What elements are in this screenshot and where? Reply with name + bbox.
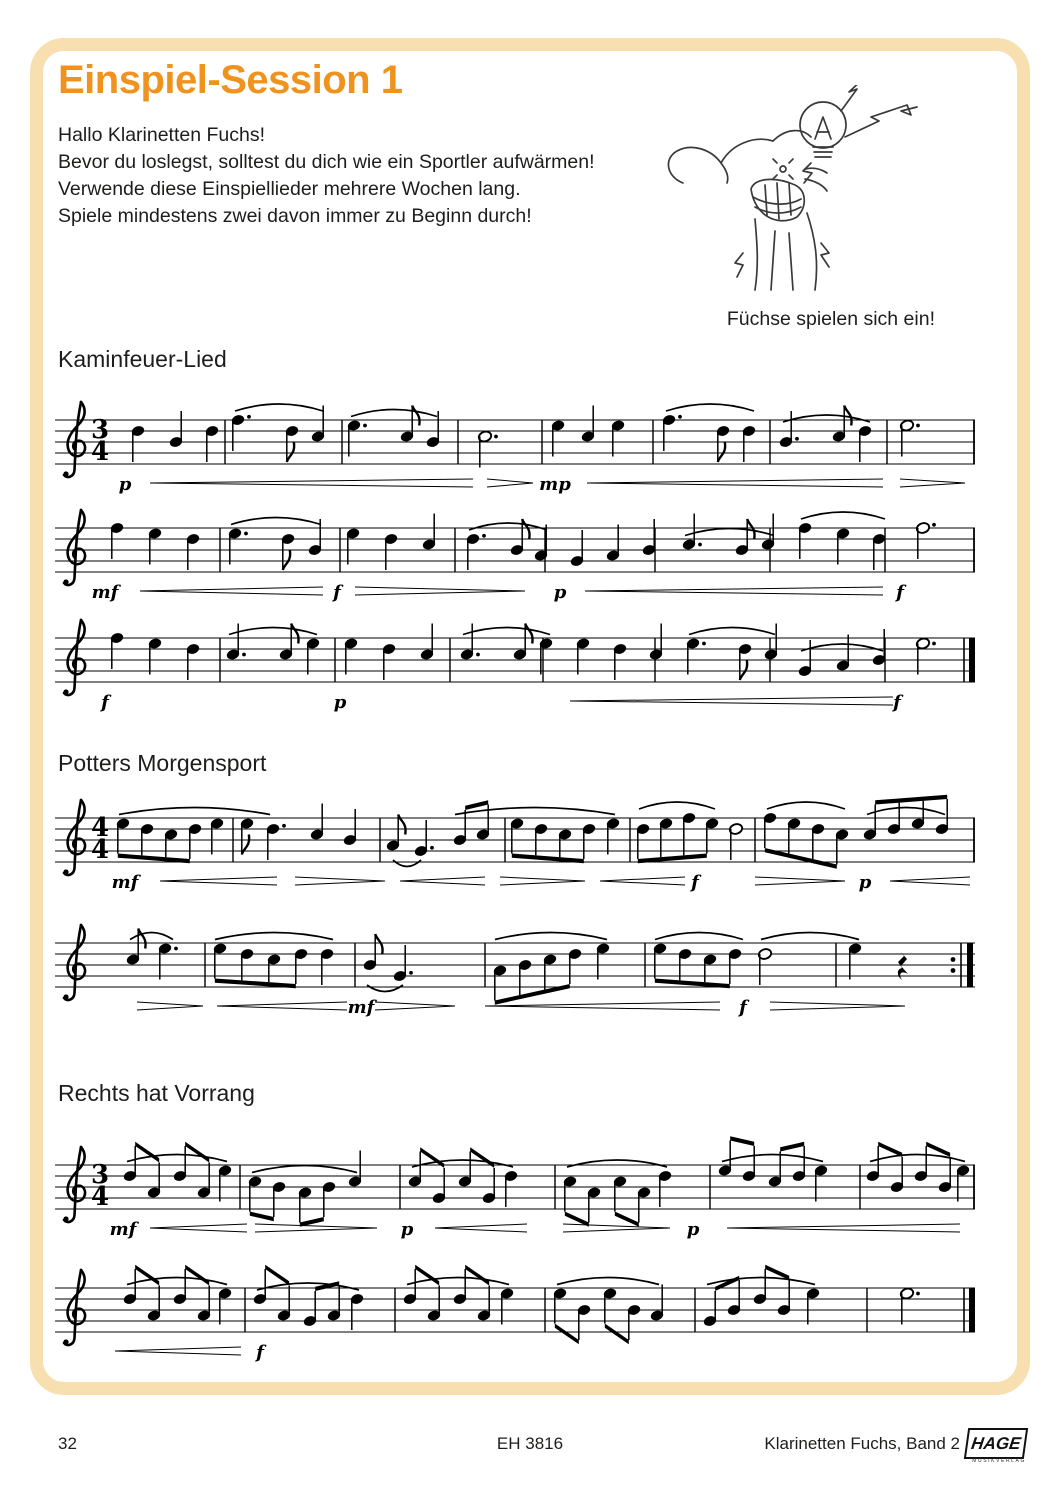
music-system	[55, 598, 991, 723]
dynamic-marking: f	[896, 582, 904, 603]
dynamic-marking: mf	[91, 582, 119, 603]
publisher-logo-text: HAGE	[970, 1433, 1022, 1453]
fox-illustration	[655, 85, 955, 300]
dynamic-marking: p	[400, 1219, 414, 1240]
dynamic-marking: f	[256, 1342, 264, 1363]
intro-line: Spiele mindestens zwei davon immer zu Beginn durch!	[58, 205, 532, 227]
publisher-subtitle: MUSIKVERLAG	[972, 1458, 1026, 1464]
book-title: Klarinetten Fuchs, Band 2	[764, 1434, 960, 1453]
music-system	[55, 1248, 991, 1373]
music-system	[55, 903, 991, 1028]
dynamic-marking: p	[333, 692, 347, 713]
dynamic-marking: mf	[347, 997, 375, 1018]
staff-system	[55, 1248, 991, 1373]
publisher-logo	[964, 1428, 1028, 1459]
edition-number: EH 3816	[496, 1434, 564, 1453]
svg-text:4: 4	[90, 835, 110, 865]
dynamic-marking: p	[858, 872, 872, 893]
staff-system	[55, 903, 991, 1028]
intro-line: Hallo Klarinetten Fuchs!	[58, 124, 266, 146]
dynamic-marking: f	[691, 872, 699, 893]
dynamic-marking: f	[739, 997, 747, 1018]
page-number: 32	[58, 1434, 77, 1453]
dynamic-marking: mf	[111, 872, 139, 893]
music-system	[55, 380, 991, 505]
staff-system	[55, 1125, 991, 1250]
dynamic-marking: p	[118, 474, 132, 495]
intro-line: Verwende diese Einspiellieder mehrere Wochen lang.	[58, 178, 521, 200]
svg-text:4: 4	[90, 813, 110, 843]
dynamic-marking: mp	[539, 474, 571, 495]
treble-clef-icon	[63, 510, 85, 585]
music-system	[55, 778, 991, 903]
svg-text:4: 4	[90, 437, 110, 467]
staff-system	[55, 488, 991, 613]
svg-text:4: 4	[90, 1182, 110, 1212]
dynamic-marking: p	[553, 582, 567, 603]
dynamic-marking: mf	[109, 1219, 137, 1240]
staff-system	[55, 380, 991, 505]
page-title: Einspiel-Session 1	[58, 58, 403, 102]
song-title: Potters Morgensport	[58, 750, 267, 776]
treble-clef-icon	[63, 925, 85, 1000]
treble-clef-icon	[63, 402, 85, 477]
music-system	[55, 488, 991, 613]
music-system	[55, 1125, 991, 1250]
dynamic-marking: p	[686, 1219, 700, 1240]
dynamic-marking: f	[333, 582, 341, 603]
treble-clef-icon	[63, 1147, 85, 1222]
song-title: Kaminfeuer-Lied	[58, 346, 227, 372]
treble-clef-icon	[63, 620, 85, 695]
intro-line: Bevor du loslegst, solltest du dich wie ein Sportler aufwärmen!	[58, 151, 595, 173]
dynamic-marking: f	[893, 692, 901, 713]
svg-text:3: 3	[90, 1160, 110, 1190]
svg-text:3: 3	[90, 415, 110, 445]
dynamic-marking: f	[101, 692, 109, 713]
illustration-caption: Füchse spielen sich ein!	[726, 308, 935, 330]
treble-clef-icon	[63, 1270, 85, 1345]
song-title: Rechts hat Vorrang	[58, 1080, 255, 1106]
treble-clef-icon	[63, 800, 85, 875]
staff-system	[55, 598, 991, 723]
staff-system	[55, 778, 991, 903]
